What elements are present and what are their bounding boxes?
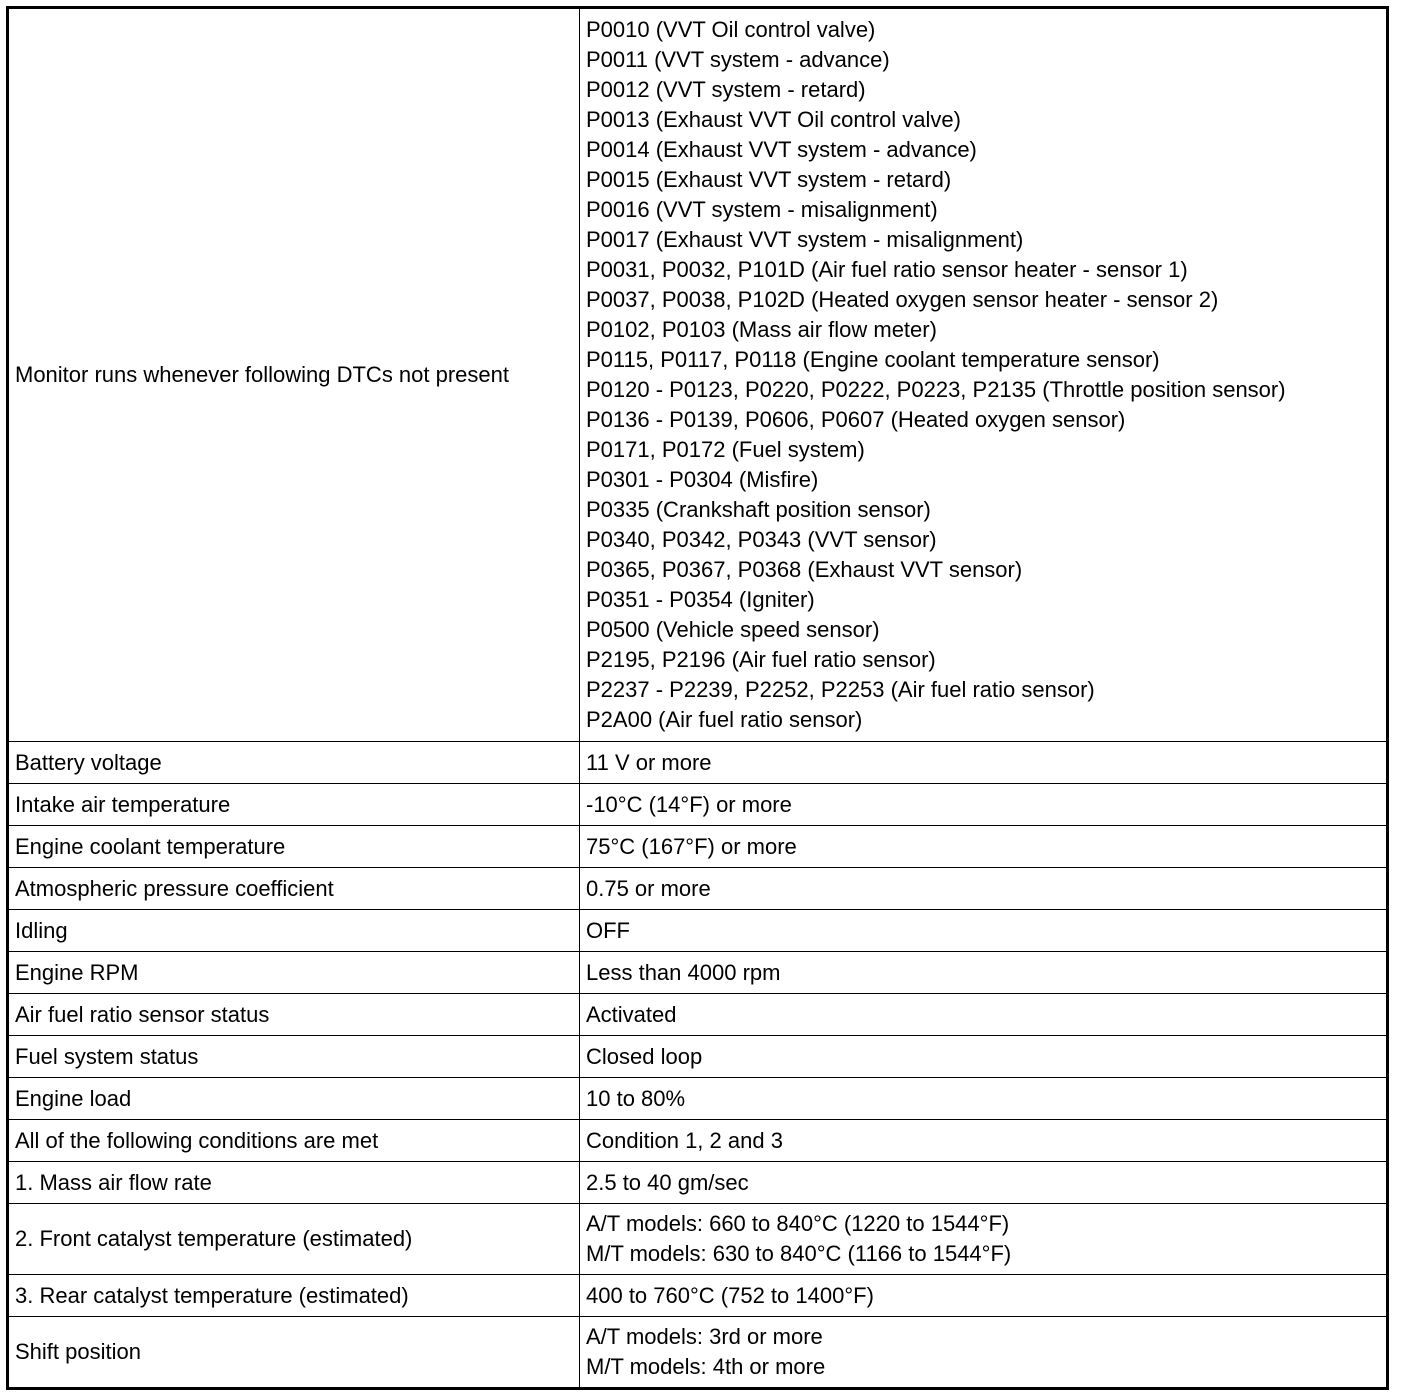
value-line: M/T models: 630 to 840°C (1166 to 1544°F) <box>586 1241 1012 1266</box>
value-line: P0014 (Exhaust VVT system - advance) <box>586 137 977 162</box>
value-line: P0011 (VVT system - advance) <box>586 47 890 72</box>
table-row <box>8 826 1388 868</box>
condition-cell: Engine RPM <box>8 952 580 994</box>
value-line: M/T models: 4th or more <box>586 1354 826 1379</box>
table-row <box>8 1204 1388 1275</box>
condition-cell: Air fuel ratio sensor status <box>8 994 580 1036</box>
condition-cell: Idling <box>8 910 580 952</box>
value-cell <box>580 1120 1388 1162</box>
monitor-conditions-table <box>6 6 1389 1390</box>
value-line: P0500 (Vehicle speed sensor) <box>586 617 880 642</box>
value-line: 2.5 to 40 gm/sec <box>586 1169 749 1195</box>
value-line: P0136 - P0139, P0606, P0607 (Heated oxygen sensor) <box>586 407 1126 432</box>
value-line: P0015 (Exhaust VVT system - retard) <box>586 167 952 192</box>
value-line: P0351 - P0354 (Igniter) <box>586 587 815 612</box>
value-line: Condition 1, 2 and 3 <box>586 1127 783 1153</box>
value-line: 10 to 80% <box>586 1085 686 1111</box>
value-line: 11 V or more <box>586 749 712 775</box>
value-line: Closed loop <box>586 1043 703 1069</box>
condition-cell: Engine coolant temperature <box>8 826 580 868</box>
value-cell <box>580 784 1388 826</box>
condition-cell: All of the following conditions are met <box>8 1120 580 1162</box>
value-line: P0365, P0367, P0368 (Exhaust VVT sensor) <box>586 557 1023 582</box>
value-line: -10°C (14°F) or more <box>586 791 792 817</box>
value-line: P2A00 (Air fuel ratio sensor) <box>586 707 863 732</box>
value-line: P0301 - P0304 (Misfire) <box>586 467 819 492</box>
value-line: P2237 - P2239, P2252, P2253 (Air fuel ratio sensor) <box>586 677 1095 702</box>
value-line: P0010 (VVT Oil control valve) <box>586 17 876 42</box>
value-cell <box>580 1204 1388 1275</box>
table-row <box>8 742 1388 784</box>
condition-cell: Engine load <box>8 1078 580 1120</box>
value-line: P0120 - P0123, P0220, P0222, P0223, P2135 (Throttle position sensor) <box>586 377 1286 402</box>
condition-cell: Fuel system status <box>8 1036 580 1078</box>
table-row <box>8 8 1388 742</box>
table-row <box>8 1036 1388 1078</box>
condition-cell: Intake air temperature <box>8 784 580 826</box>
table-row <box>8 784 1388 826</box>
condition-cell: 1. Mass air flow rate <box>8 1162 580 1204</box>
value-cell <box>580 1162 1388 1204</box>
table-row <box>8 1078 1388 1120</box>
value-line: Less than 4000 rpm <box>586 959 781 985</box>
value-line: A/T models: 660 to 840°C (1220 to 1544°F) <box>586 1211 1010 1236</box>
condition-cell: Shift position <box>8 1317 580 1389</box>
value-line: Activated <box>586 1001 677 1027</box>
value-cell <box>580 952 1388 994</box>
value-line: P0013 (Exhaust VVT Oil control valve) <box>586 107 961 132</box>
table-row <box>8 910 1388 952</box>
value-line: P0031, P0032, P101D (Air fuel ratio sensor heater - sensor 1) <box>586 257 1188 282</box>
value-cell <box>580 742 1388 784</box>
value-line: P0115, P0117, P0118 (Engine coolant temperature sensor) <box>586 347 1160 372</box>
value-line: P2195, P2196 (Air fuel ratio sensor) <box>586 647 936 672</box>
value-line: P0016 (VVT system - misalignment) <box>586 197 938 222</box>
value-line: 400 to 760°C (752 to 1400°F) <box>586 1282 874 1308</box>
table-row <box>8 994 1388 1036</box>
table-row <box>8 1275 1388 1317</box>
value-line: OFF <box>586 917 630 943</box>
value-line: P0340, P0342, P0343 (VVT sensor) <box>586 527 937 552</box>
table-row <box>8 952 1388 994</box>
value-cell <box>580 1317 1388 1389</box>
value-line: P0037, P0038, P102D (Heated oxygen sensor heater - sensor 2) <box>586 287 1219 312</box>
value-cell <box>580 868 1388 910</box>
table-row <box>8 1317 1388 1389</box>
value-line: P0017 (Exhaust VVT system - misalignment) <box>586 227 1024 252</box>
value-cell <box>580 1078 1388 1120</box>
value-line: 75°C (167°F) or more <box>586 833 797 859</box>
value-line: P0171, P0172 (Fuel system) <box>586 437 865 462</box>
value-cell <box>580 826 1388 868</box>
value-cell <box>580 910 1388 952</box>
value-cell <box>580 8 1388 742</box>
condition-cell: Battery voltage <box>8 742 580 784</box>
value-cell <box>580 1275 1388 1317</box>
condition-cell: 2. Front catalyst temperature (estimated) <box>8 1204 580 1275</box>
condition-cell: Monitor runs whenever following DTCs not present <box>8 8 580 742</box>
value-line: A/T models: 3rd or more <box>586 1324 823 1349</box>
value-line: P0012 (VVT system - retard) <box>586 77 866 102</box>
value-line: P0102, P0103 (Mass air flow meter) <box>586 317 937 342</box>
table-row <box>8 1162 1388 1204</box>
table-body <box>8 8 1388 1389</box>
value-line: 0.75 or more <box>586 875 711 901</box>
table-row <box>8 868 1388 910</box>
condition-cell: Atmospheric pressure coefficient <box>8 868 580 910</box>
condition-cell: 3. Rear catalyst temperature (estimated) <box>8 1275 580 1317</box>
value-cell <box>580 1036 1388 1078</box>
table-row <box>8 1120 1388 1162</box>
value-cell <box>580 994 1388 1036</box>
value-line: P0335 (Crankshaft position sensor) <box>586 497 931 522</box>
